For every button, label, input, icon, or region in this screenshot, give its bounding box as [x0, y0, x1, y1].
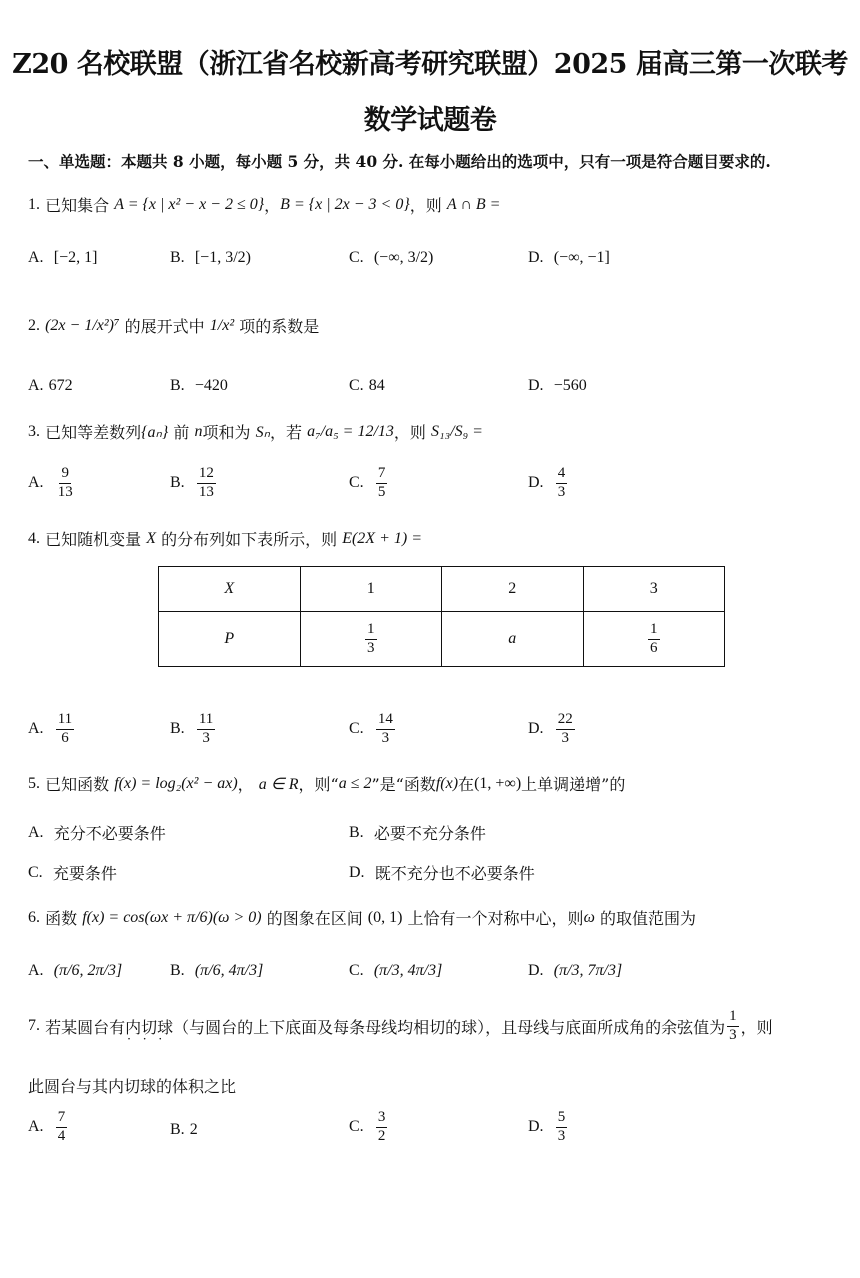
option-c [28, 861, 117, 884]
option-label: C. [349, 376, 364, 394]
distribution-table [158, 566, 725, 667]
question-text: ，若 [269, 423, 302, 442]
fraction-numerator: 1 [648, 622, 660, 640]
option-a [28, 248, 97, 267]
option-label: A. [28, 823, 44, 841]
option-a [28, 1110, 69, 1145]
option-c [349, 466, 389, 501]
option-c [349, 376, 385, 395]
option-value: 充要条件 [52, 864, 117, 883]
table-cell: 3 [583, 567, 725, 612]
question-number: 2. [28, 316, 40, 334]
question-text: 函数 [45, 909, 78, 928]
option-label: A. [28, 961, 44, 979]
exam-title: Z20 名校联盟（浙江省名校新高考研究联盟）2025 届高三第一次联考 [12, 49, 848, 80]
option-c [349, 961, 442, 980]
question-text: 已知等差数列 [45, 423, 142, 442]
option-label: B. [170, 474, 185, 492]
option-d [349, 861, 535, 884]
option-label: D. [528, 961, 544, 979]
option-label: B. [170, 248, 185, 266]
function-symbol: f(x) [435, 774, 459, 792]
option-label: C. [349, 720, 364, 738]
option-value: (π/3, 4π/3] [373, 961, 443, 979]
option-label: C. [349, 1118, 364, 1136]
table-row [159, 567, 725, 612]
question-number: 5. [28, 774, 40, 792]
option-value: 2 [189, 1120, 198, 1138]
question-ask: E(2X + 1) = [342, 529, 422, 547]
option-value: [−2, 1] [53, 248, 98, 266]
fraction-numerator: 12 [197, 466, 216, 484]
interval-expression: (1, +∞) [474, 774, 522, 792]
option-fraction [197, 712, 215, 747]
function-expression: f(x) = cos(ωx + π/6)(ω > 0) [82, 908, 262, 926]
option-fraction [376, 466, 388, 501]
option-label: B. [170, 720, 185, 738]
question-text: 已知随机变量 [45, 530, 142, 549]
option-fraction [376, 1110, 388, 1145]
option-label: A. [28, 720, 44, 738]
option-value: 充分不必要条件 [53, 824, 166, 843]
question-text: 若某圆台有 [45, 1017, 126, 1037]
binomial-expression: (2x − 1/x²)⁷ [45, 316, 120, 334]
fraction-denominator: 13 [57, 483, 73, 500]
question-text: ，则“ [298, 775, 339, 794]
option-fraction [56, 712, 74, 747]
question-text: 前 [173, 423, 190, 442]
option-d [528, 248, 610, 267]
option-a [28, 466, 77, 501]
option-label: D. [528, 474, 544, 492]
question-5 [28, 772, 625, 795]
question-text: 已知集合 [45, 196, 110, 215]
question-text: 此圆台与其内切球的体积之比 [28, 1077, 237, 1096]
option-fraction [556, 712, 575, 747]
option-value: (−∞, 3/2) [373, 248, 434, 266]
option-fraction [56, 1110, 68, 1145]
function-expression: f(x) = log₂(x² − ax) [114, 774, 238, 792]
fraction-numerator: 11 [56, 712, 74, 730]
fraction-numerator: 1 [727, 1009, 739, 1027]
option-d [528, 961, 622, 980]
question-4 [28, 527, 422, 550]
fraction-numerator: 4 [556, 466, 568, 484]
option-d [528, 466, 569, 501]
fraction-denominator: 5 [377, 483, 386, 500]
section-heading: 一、单选题：本题共 8 小题，每小题 5 分，共 40 分. 在每小题给出的选项中，只有一项是符合题目要求的. [28, 152, 771, 171]
fraction-denominator: 3 [729, 1026, 737, 1043]
question-number: 4. [28, 529, 40, 547]
option-d [528, 1110, 569, 1145]
question-ask: A ∩ B = [446, 195, 501, 213]
table-cell [583, 612, 725, 667]
variable-x: X [146, 529, 156, 547]
table-cell: 1 [300, 567, 442, 612]
option-d [528, 376, 587, 395]
fraction-denominator: 2 [377, 1127, 386, 1144]
question-number: 7. [28, 1017, 40, 1035]
fraction-denominator: 3 [381, 729, 390, 746]
option-fraction [56, 466, 75, 501]
question-1 [28, 193, 500, 216]
question-text: ，则 [740, 1017, 773, 1037]
interval-expression: (0, 1) [367, 908, 403, 926]
question-text: 在 [458, 775, 475, 794]
option-value: (π/6, 4π/3] [194, 961, 264, 979]
fraction-denominator: 13 [198, 483, 214, 500]
option-value: −420 [194, 376, 228, 394]
question-text: ， [237, 775, 254, 794]
probability-fraction [648, 622, 660, 657]
option-a [28, 961, 122, 980]
separator: ， [264, 196, 281, 215]
fraction-denominator: 3 [557, 1127, 566, 1144]
option-d [528, 712, 577, 747]
question-text: ，则 [393, 423, 426, 442]
option-b [170, 376, 228, 395]
fraction-numerator: 1 [365, 622, 377, 640]
option-label: C. [349, 961, 364, 979]
question-number: 1. [28, 195, 40, 213]
option-value: 必要不充分条件 [373, 824, 486, 843]
option-c [349, 712, 397, 747]
sequence-symbol: {aₙ} [141, 423, 169, 441]
question-text: 上恰有一个对称中心，则 [407, 909, 584, 928]
option-label: D. [349, 863, 365, 881]
option-b [170, 248, 251, 267]
question-text: 项和为 [202, 423, 251, 442]
option-value: (−∞, −1] [553, 248, 610, 266]
option-value: −560 [553, 376, 587, 394]
option-label: D. [528, 1118, 544, 1136]
option-label: D. [528, 720, 544, 738]
option-label: C. [349, 474, 364, 492]
question-text: 已知函数 [45, 775, 110, 794]
fraction-denominator: 4 [57, 1127, 66, 1144]
option-value: (π/3, 7π/3] [553, 961, 623, 979]
question-number: 3. [28, 422, 40, 440]
term-expression: 1/x² [209, 316, 235, 334]
set-a-expression: A = {x | x² − x − 2 ≤ 0} [114, 195, 265, 213]
option-label: B. [170, 961, 185, 979]
question-2 [28, 314, 319, 337]
condition-expression: a₇/a₅ = 12/13 [307, 422, 394, 440]
option-a [28, 376, 73, 395]
table-cell: P [159, 612, 301, 667]
option-label: C. [349, 248, 364, 266]
question-text: （与圆台的上下底面及每条母线均相切的球），且母线与底面所成角的余弦值为 [173, 1017, 726, 1037]
fraction-denominator: 3 [557, 483, 566, 500]
fraction-numerator: 9 [59, 466, 71, 484]
question-7-continued [28, 1074, 236, 1097]
question-text: 的展开式中 [124, 317, 205, 336]
fraction-denominator: 6 [61, 729, 69, 746]
option-label: C. [28, 863, 43, 881]
statement-expression: a ≤ 2 [338, 774, 372, 792]
option-fraction [197, 466, 216, 501]
question-text: 的图象在区间 [266, 909, 363, 928]
option-label: A. [28, 1118, 44, 1136]
question-3 [28, 420, 483, 443]
option-b [170, 466, 218, 501]
set-b-expression: B = {x | 2x − 3 < 0} [280, 195, 410, 213]
cosine-fraction [727, 1009, 739, 1044]
option-label: D. [528, 376, 544, 394]
option-a [28, 712, 76, 747]
option-c [349, 248, 433, 267]
option-value: 672 [48, 376, 73, 394]
question-7 [28, 1009, 773, 1044]
fraction-denominator: 3 [202, 729, 210, 746]
question-text: 的取值范围为 [599, 909, 696, 928]
table-row [159, 612, 725, 667]
option-value: 既不充分也不必要条件 [374, 864, 535, 883]
omega-symbol: ω [583, 908, 595, 926]
sum-symbol: Sₙ [255, 423, 270, 441]
fraction-denominator: 3 [561, 729, 569, 746]
option-b [170, 1120, 198, 1139]
option-c [349, 1110, 389, 1145]
question-text: ，则 [409, 196, 442, 215]
question-text: 的分布列如下表所示，则 [161, 530, 338, 549]
variable-n: n [194, 422, 203, 440]
question-6 [28, 906, 696, 929]
option-value: [−1, 3/2) [194, 248, 251, 266]
option-label: A. [28, 474, 44, 492]
option-b [349, 821, 486, 844]
fraction-numerator: 5 [556, 1110, 568, 1128]
fraction-numerator: 7 [56, 1110, 68, 1128]
probability-fraction [365, 622, 377, 657]
table-cell [300, 612, 442, 667]
option-label: D. [528, 248, 544, 266]
fraction-denominator: 3 [367, 639, 375, 656]
condition-expression: a ∈ R [258, 775, 299, 793]
fraction-numerator: 22 [556, 712, 575, 730]
fraction-numerator: 3 [376, 1110, 388, 1128]
fraction-numerator: 11 [197, 712, 215, 730]
option-fraction [556, 466, 568, 501]
fraction-numerator: 7 [376, 466, 388, 484]
question-text: 上单调递增”的 [521, 775, 626, 794]
fraction-denominator: 6 [650, 639, 658, 656]
table-cell: 2 [442, 567, 584, 612]
question-number: 6. [28, 908, 40, 926]
question-text: ”是“函数 [371, 775, 436, 794]
option-value: (π/6, 2π/3] [53, 961, 123, 979]
option-label: B. [170, 1120, 185, 1138]
table-cell: a [442, 612, 584, 667]
option-label: A. [28, 248, 44, 266]
question-ask: S₁₃/S₉ = [431, 422, 483, 440]
option-fraction [556, 1110, 568, 1145]
option-label: B. [349, 823, 364, 841]
option-fraction [376, 712, 395, 747]
table-cell: X [159, 567, 301, 612]
option-label: B. [170, 376, 185, 394]
option-a [28, 821, 166, 844]
option-value: 84 [368, 376, 385, 394]
question-text: 项的系数是 [239, 317, 320, 336]
emphasized-term: 内切球 · · · [125, 1015, 173, 1038]
exam-subtitle: 数学试题卷 [363, 105, 497, 136]
option-b [170, 961, 263, 980]
fraction-numerator: 14 [376, 712, 395, 730]
option-label: A. [28, 376, 44, 394]
option-b [170, 712, 217, 747]
